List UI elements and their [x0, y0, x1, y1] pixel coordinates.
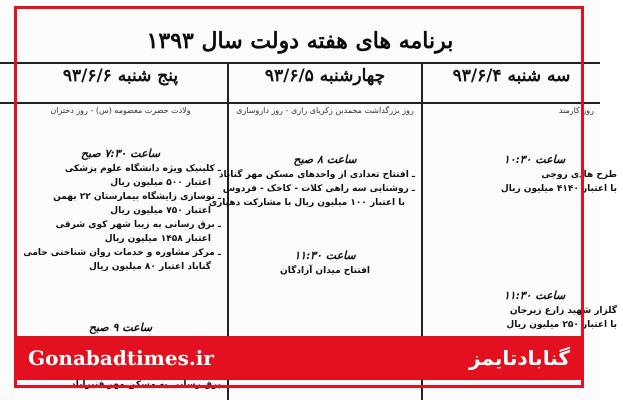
day-header: چهارشنبه ۹۳/۶/۵	[264, 66, 386, 86]
day-occasion: روز کارمند	[558, 106, 594, 115]
event-line: با اعتبار ۴۱۴۰ میلیون ریال	[500, 184, 617, 194]
event-block	[446, 152, 623, 196]
document-title: برنامه های هفته دولت سال ۱۳۹۳	[146, 28, 454, 54]
event-block	[14, 378, 227, 392]
event-line: ـ برق رسانی به زیبا شهر کوی شرقی	[55, 220, 221, 230]
day-occasion: ولادت حضرت معصومه (س) - روز دختران	[50, 106, 191, 115]
event-line: ـ کلینیک ویژه دانشگاه علوم پزشکی	[64, 164, 221, 174]
event-time: ساعت ۸ صبح	[293, 153, 357, 166]
watermark-banner	[14, 336, 584, 380]
event-line: با اعتبار ۱۰۰ میلیون ریال با مشارکت دهیاری	[208, 198, 405, 208]
event-line: گناباد اعتبار ۸۰ میلیون ریال	[88, 262, 211, 272]
event-time: ساعت ۷:۳۰ صبح	[80, 147, 161, 160]
event-block	[14, 320, 227, 336]
event-line: اعتبار ۱۴۵۸ میلیون ریال	[104, 234, 211, 244]
event-block	[208, 152, 421, 210]
event-block	[229, 248, 421, 278]
event-line: اعتبار ۵۰۰ میلیون ریال	[110, 178, 211, 188]
event-line: برق رسانی به مسکن مهر قنبرآباد	[71, 380, 221, 390]
event-line: ـ نوسازی زایشگاه بیمارستان ۲۲ بهمن	[53, 192, 221, 202]
event-time: ساعت ۱۱:۳۰	[503, 289, 566, 302]
event-line: ـ روشنایی سه راهی کلات - کاخک - فردوس	[222, 184, 415, 194]
event-line: ـ مرکز مشاوره و خدمات روان شناختی حامی	[23, 248, 221, 258]
event-line: با اعتبار ۲۵۰ میلیون ریال	[506, 320, 617, 330]
event-line: ـ افتتاح تعدادی از واحدهای مسکن مهر گناباد	[218, 170, 415, 180]
event-time: ساعت ۹ صبح	[88, 321, 153, 334]
watermark-site-url: Gonabadtimes.ir	[28, 346, 214, 370]
event-block	[14, 146, 227, 274]
event-time: ساعت ۱۰:۳۰	[503, 153, 566, 166]
day-occasion: روز بزرگداشت محمدبن زکریای رازی - روز داروسازی	[236, 106, 414, 115]
event-block	[446, 288, 623, 332]
watermark-brand-name: گنابادتایمز	[469, 346, 570, 370]
day-header: سه شنبه ۹۳/۶/۴	[452, 66, 571, 86]
event-line: طرح هادی روجی	[541, 170, 617, 180]
day-header: پنج شنبه ۹۳/۶/۶	[62, 66, 179, 86]
event-time: ساعت ۱۱:۳۰	[294, 249, 356, 262]
event-line: افتتاح میدان آزادگان	[280, 266, 370, 276]
event-line: اعتبار ۷۵۰ میلیون ریال	[110, 206, 211, 216]
event-line: گلزار شهید زارع زیرجان	[509, 306, 617, 316]
